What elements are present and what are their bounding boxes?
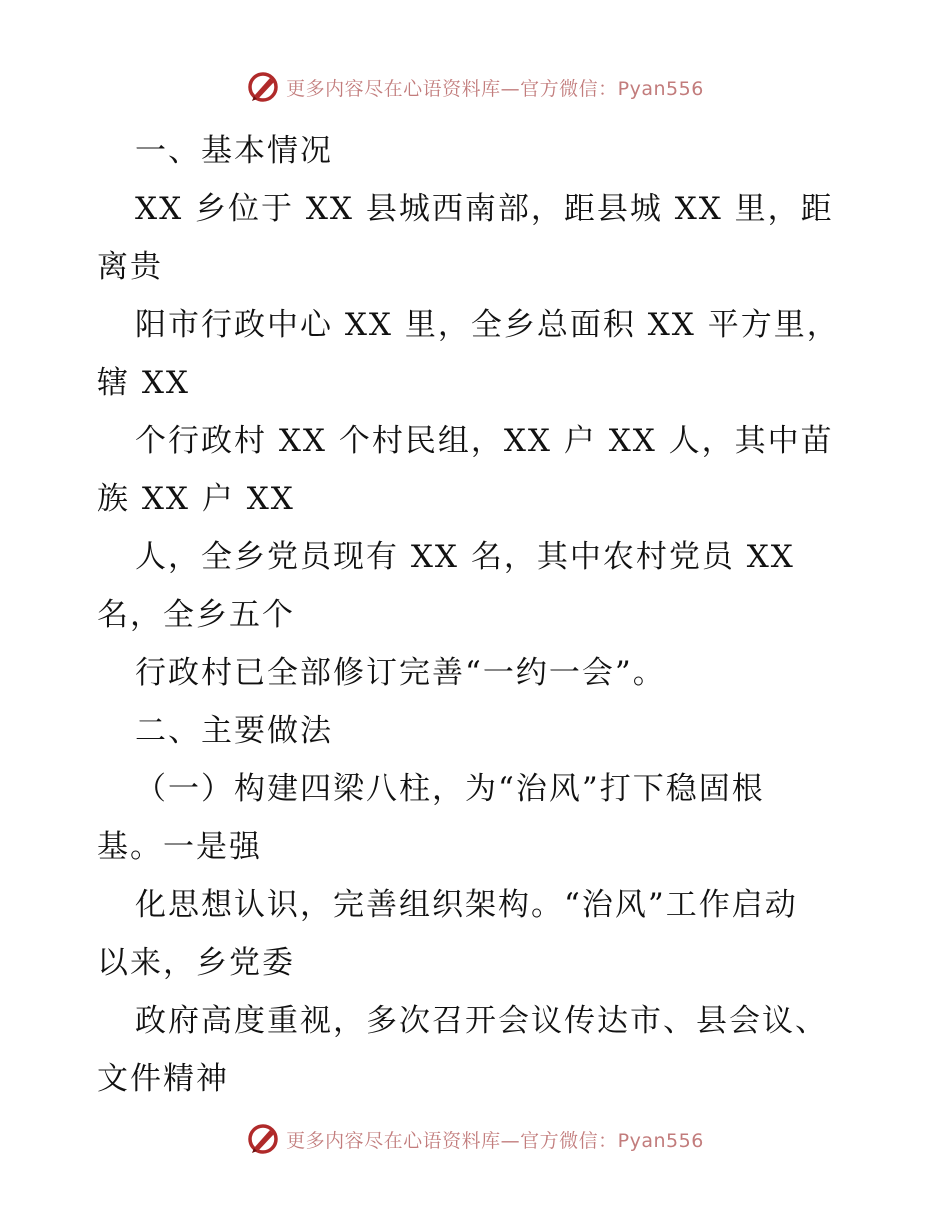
footer-watermark — [0, 1122, 950, 1156]
text-line: 化思想认识，完善组织架构。“治风”工作启动 — [135, 887, 798, 923]
text-line: 辖 XX — [97, 365, 190, 401]
text-line: （一）构建四梁八柱，为“治风”打下稳固根 — [135, 771, 765, 807]
text-line: 以来，乡党委 — [97, 945, 295, 981]
text-line: 离贵 — [97, 249, 163, 285]
text-line: 文件精神 — [97, 1061, 229, 1097]
text-line: 一、基本情况 — [135, 133, 333, 169]
watermark-text: 更多内容尽在心语资料库—官方微信：Pyan556 — [286, 1129, 704, 1152]
pen-seal-icon — [246, 1122, 280, 1156]
text-line: 人，全乡党员现有 XX 名，其中农村党员 XX — [135, 539, 795, 575]
text-line: 阳市行政中心 XX 里，全乡总面积 XX 平方里， — [135, 307, 840, 343]
text-line: XX 乡位于 XX 县城西南部，距县城 XX 里，距 — [135, 191, 834, 227]
header-watermark — [0, 70, 950, 104]
text-line: 名，全乡五个 — [97, 597, 295, 633]
pen-seal-icon — [246, 70, 280, 104]
document-body — [97, 122, 867, 1108]
text-line: 行政村已全部修订完善“一约一会”。 — [135, 655, 666, 691]
text-line: 基。一是强 — [97, 829, 262, 865]
text-line: 二、主要做法 — [135, 713, 333, 749]
text-line: 族 XX 户 XX — [97, 481, 295, 517]
text-line: 个行政村 XX 个村民组，XX 户 XX 人，其中苗 — [135, 423, 834, 459]
watermark-text: 更多内容尽在心语资料库—官方微信：Pyan556 — [286, 77, 704, 100]
text-line: 政府高度重视，多次召开会议传达市、县会议、 — [135, 1003, 828, 1039]
